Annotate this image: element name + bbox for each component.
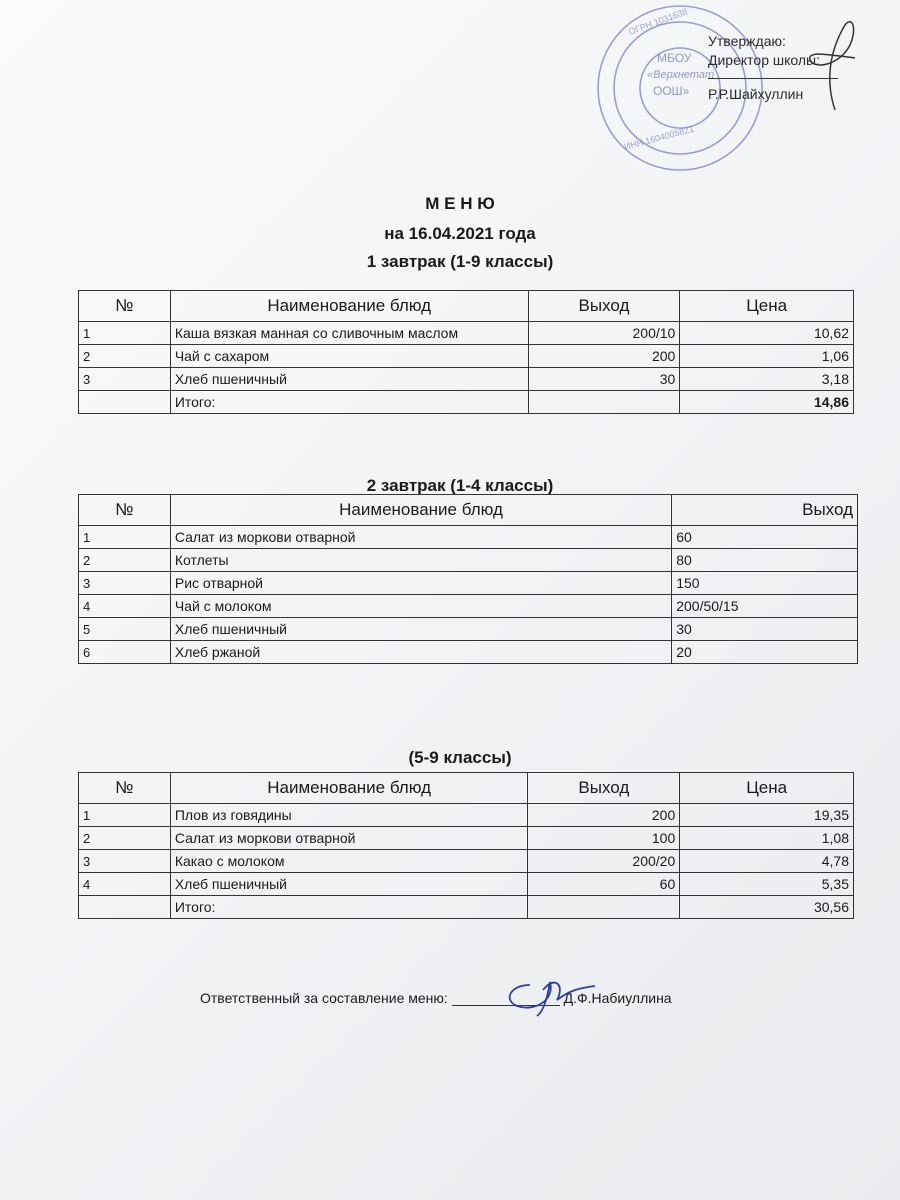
- approval-line2: Директор школы:: [708, 52, 820, 68]
- breakfast2-table: [78, 494, 858, 664]
- table-row: 2 Салат из моркови отварной 100 1,08: [79, 827, 854, 850]
- table-row: 3 Какао с молоком 200/20 4,78: [79, 850, 854, 873]
- col-price: Цена: [680, 291, 854, 322]
- col-output: Выход: [672, 495, 858, 526]
- total-label: Итого:: [170, 896, 528, 919]
- director-signature: [795, 10, 865, 120]
- table-row: 1 Салат из моркови отварной 60: [79, 526, 858, 549]
- section2-title: 2 завтрак (1-4 классы): [366, 476, 554, 495]
- svg-text:«Верхнетат: «Верхнетат: [647, 69, 715, 81]
- table-row: 6 Хлеб ржаной 20: [79, 641, 858, 664]
- breakfast1-table: [78, 290, 854, 414]
- svg-text:ООШ»: ООШ»: [653, 84, 690, 98]
- table-row: 1 Каша вязкая манная со сливочным маслом 200/10 10,62: [79, 322, 854, 345]
- col-number: №: [79, 291, 171, 322]
- section1-title: 1 завтрак (1-9 классы): [366, 252, 554, 271]
- total-value: 14,86: [680, 391, 854, 414]
- menu-title: М Е Н Ю: [425, 194, 495, 213]
- table-row: 4 Чай с молоком 200/50/15: [79, 595, 858, 618]
- menu-date: на 16.04.2021 года: [384, 224, 536, 243]
- col-output: Выход: [528, 291, 680, 322]
- col-name: Наименование блюд: [170, 773, 528, 804]
- table-row: 2 Чай с сахаром 200 1,06: [79, 345, 854, 368]
- total-label: Итого:: [170, 391, 528, 414]
- col-number: №: [79, 495, 171, 526]
- total-row: [79, 896, 854, 919]
- table-header: [79, 773, 854, 804]
- col-name: Наименование блюд: [170, 495, 671, 526]
- svg-text:ИНН 1604005821: ИНН 1604005821: [622, 123, 696, 152]
- svg-text:ОГРН 1031638: ОГРН 1031638: [627, 6, 689, 37]
- col-number: №: [79, 773, 171, 804]
- table-header: [79, 495, 858, 526]
- table-header: [79, 291, 854, 322]
- approval-line1: Утверждаю:: [708, 33, 786, 49]
- col-output: Выход: [528, 773, 680, 804]
- table-row: 2 Котлеты 80: [79, 549, 858, 572]
- responsible-name: Д.Ф.Набиуллина: [563, 990, 672, 1006]
- table-row: 4 Хлеб пшеничный 60 5,35: [79, 873, 854, 896]
- col-price: Цена: [680, 773, 854, 804]
- director-name: Р.Р.Шайхуллин: [708, 86, 804, 102]
- responsible-label: Ответственный за составление меню:: [200, 990, 448, 1006]
- responsible-signature: [495, 970, 605, 1020]
- section3-title: (5-9 классы): [408, 748, 512, 767]
- lunch-table: [78, 772, 854, 919]
- total-value: 30,56: [680, 896, 854, 919]
- table-row: 3 Рис отварной 150: [79, 572, 858, 595]
- table-row: 5 Хлеб пшеничный 30: [79, 618, 858, 641]
- col-name: Наименование блюд: [170, 291, 528, 322]
- table-row: 1 Плов из говядины 200 19,35: [79, 804, 854, 827]
- svg-text:МБОУ: МБОУ: [657, 51, 692, 65]
- total-row: [79, 391, 854, 414]
- table-row: 3 Хлеб пшеничный 30 3,18: [79, 368, 854, 391]
